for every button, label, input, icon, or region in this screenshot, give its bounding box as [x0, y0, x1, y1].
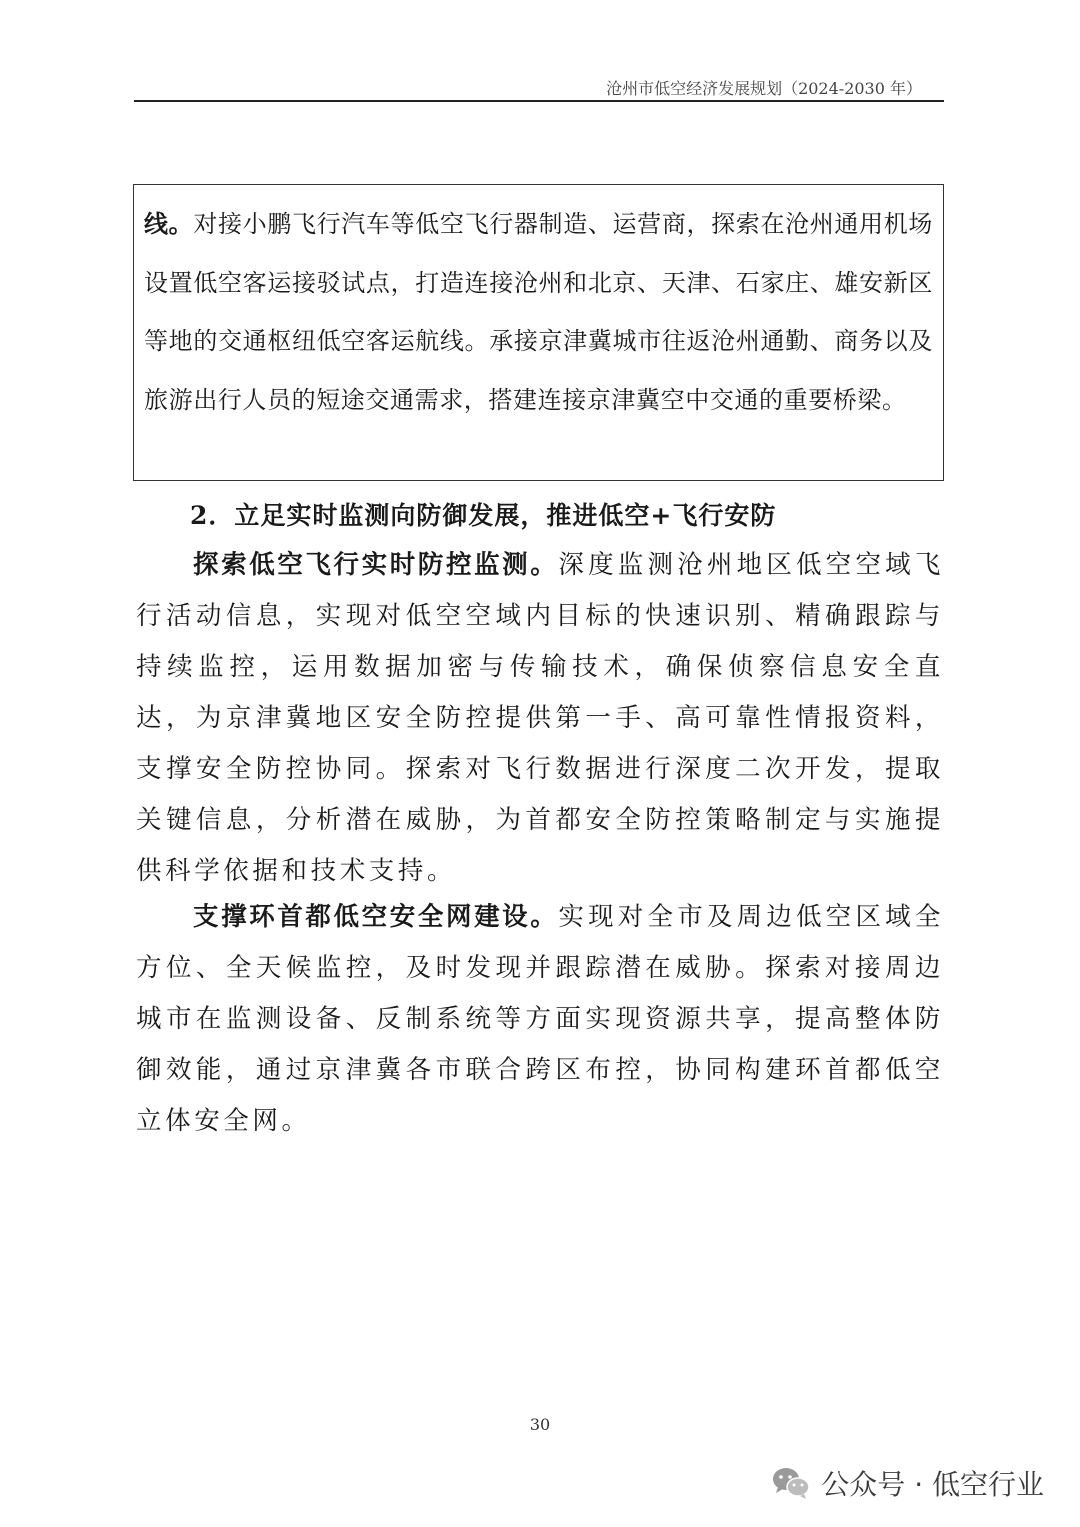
box-text: 对接小鹏飞行汽车等低空飞行器制造、运营商，探索在沧州通用机场设置低空客运接驳试点，打造连接沧州和北京、天津、石家庄、雄安新区等地的交通枢纽低空客运航线。承接京津冀城市往返沧州通勤、商务以及旅游出行人员的短途交通需求，搭建连接京津冀空中交通的重要桥梁。: [144, 210, 934, 414]
paragraph-lead: 探索低空飞行实时防控监测。: [193, 550, 559, 580]
section-heading: 2．立足实时监测向防御发展，推进低空+飞行安防: [190, 501, 777, 530]
header-title: 沧州市低空经济发展规划（2024-2030 年）: [606, 79, 922, 98]
page-number: 30: [529, 1415, 551, 1434]
paragraph-security-network: [136, 892, 944, 1147]
paragraph-monitoring: [136, 540, 944, 897]
continuation-box: [133, 184, 944, 481]
watermark: [771, 1463, 1044, 1503]
paragraph-text: 深度监测沧州地区低空空域飞行活动信息，实现对低空空域内目标的快速识别、精确跟踪与持续监控，运用数据加密与传输技术，确保侦察信息安全直达，为京津冀地区安全防控提供第一手、高可靠性情报资料，支撑安全防控协同。探索对飞行数据进行深度二次开发，提取关键信息，分析潜在威胁，为首都安全防控策略制定与实施提供科学依据和技术支持。: [136, 550, 944, 886]
paragraph-lead: 支撑环首都低空安全网建设。: [193, 902, 559, 932]
wechat-icon: [771, 1466, 811, 1500]
box-lead: 线。: [144, 209, 194, 238]
paragraph-text: 实现对全市及周边低空区域全方位、全天候监控，及时发现并跟踪潜在威胁。探索对接周边城市在监测设备、反制系统等方面实现资源共享，提高整体防御效能，通过京津冀各市联合跨区布控，协同构建环首都低空立体安全网。: [136, 902, 944, 1136]
watermark-text: 公众号 · 低空行业: [821, 1468, 1044, 1501]
header-rule: [134, 100, 944, 102]
